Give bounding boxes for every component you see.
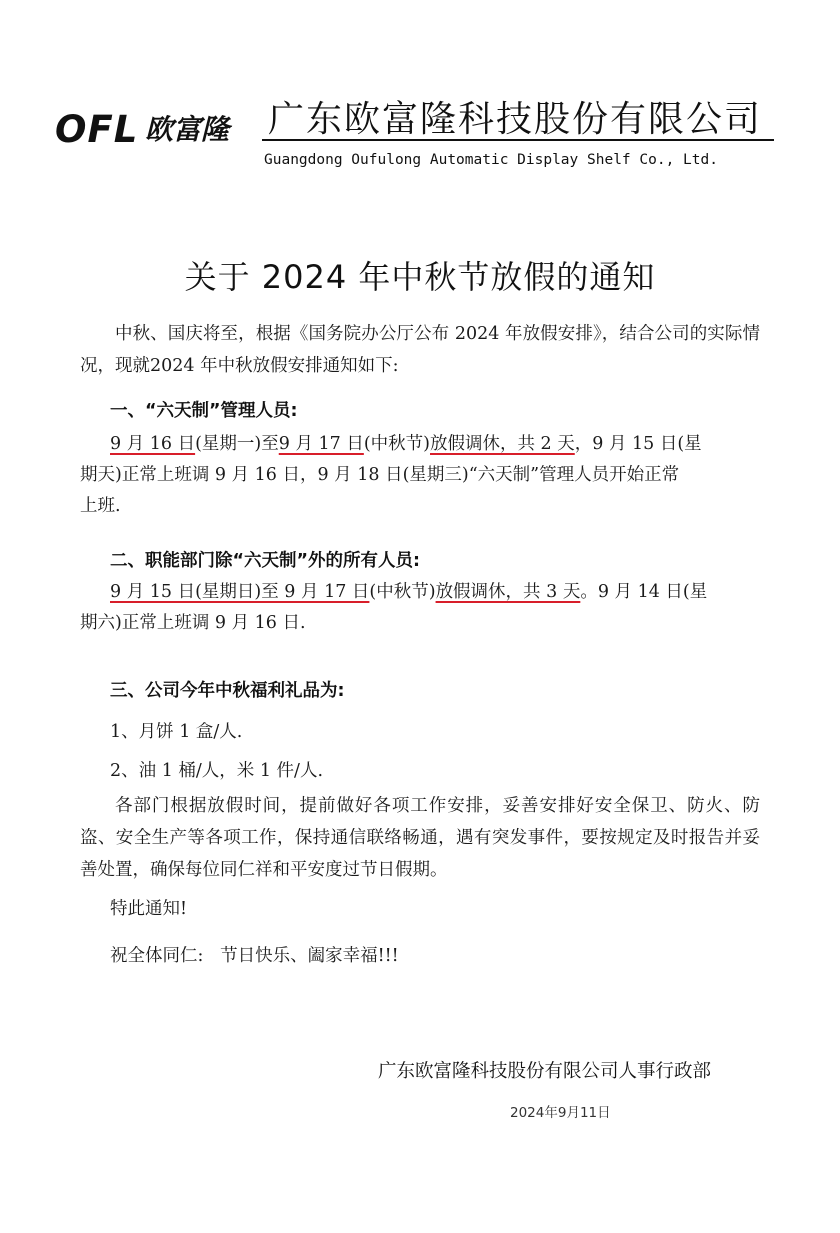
ofl-logo: OFL — [55, 108, 139, 151]
company-name-english: Guangdong Oufulong Automatic Display Shelf Co., Ltd. — [264, 152, 718, 168]
section1-holiday: (中秋节) — [363, 434, 430, 454]
section2-line2: 期六)正常上班调 9 月 16 日. — [80, 613, 306, 633]
header-divider — [262, 139, 774, 141]
closing-paragraph: 各部门根据放假时间，提前做好各项工作安排，妥善安排好安全保卫、防火、防盗、安全生产等各项工作，保持通信联络畅通，遇有突发事件，要按规定及时报告并妥善处置，确保每位同仁祥和平安度过节日假期。 — [80, 796, 760, 880]
logo-chinese-name: 欧富隆 — [145, 113, 230, 146]
signature-department: 广东欧富隆科技股份有限公司人事行政部 — [378, 1061, 712, 1082]
issue-date: 2024年9月11日 — [510, 1105, 611, 1121]
company-name-chinese: 广东欧富隆科技股份有限公司 — [268, 99, 763, 140]
section2-date-range: 9 月 15 日(星期日)至 9 月 17 日 — [110, 582, 370, 602]
section1-line2: 期天)正常上班调 9 月 16 日，9 月 18 日(星期三)“六天制”管理人员开始正常 — [80, 465, 680, 485]
section3-heading: 三、公司今年中秋福利礼品为: — [110, 681, 345, 701]
notice-line: 特此通知! — [110, 899, 188, 919]
section1-line3: 上班. — [80, 496, 121, 516]
section1-weekday: (星期一)至 — [195, 434, 279, 454]
section1-start-date: 9 月 16 日 — [110, 434, 196, 454]
gift-item-2: 2、油 1 桶/人，米 1 件/人. — [110, 761, 324, 781]
gift-item-1: 1、月饼 1 盒/人. — [110, 722, 243, 742]
wishes-line: 祝全体同仁: 节日快乐、阖家幸福!!! — [110, 946, 399, 966]
section1-line1 — [110, 428, 702, 460]
section1-heading: 一、“六天制”管理人员: — [110, 401, 298, 421]
section2-heading: 二、职能部门除“六天制”外的所有人员: — [110, 551, 420, 571]
section1-end-date: 9 月 17 日 — [278, 434, 364, 454]
intro-paragraph: 中秋、国庆将至，根据《国务院办公厅公布 2024 年放假安排》，结合公司的实际情况，现就2024 年中秋放假安排通知如下: — [80, 324, 760, 376]
section2-duration: 放假调休，共 3 天 — [435, 582, 581, 602]
document-title: 关于 2024 年中秋节放假的通知 — [184, 258, 656, 296]
section1-makeup: ，9 月 15 日(星 — [574, 434, 702, 454]
section1-duration: 放假调休，共 2 天 — [430, 434, 575, 454]
section2-line1 — [110, 576, 707, 608]
section2-makeup: 。9 月 14 日(星 — [580, 582, 708, 602]
section2-holiday: (中秋节) — [369, 582, 436, 602]
